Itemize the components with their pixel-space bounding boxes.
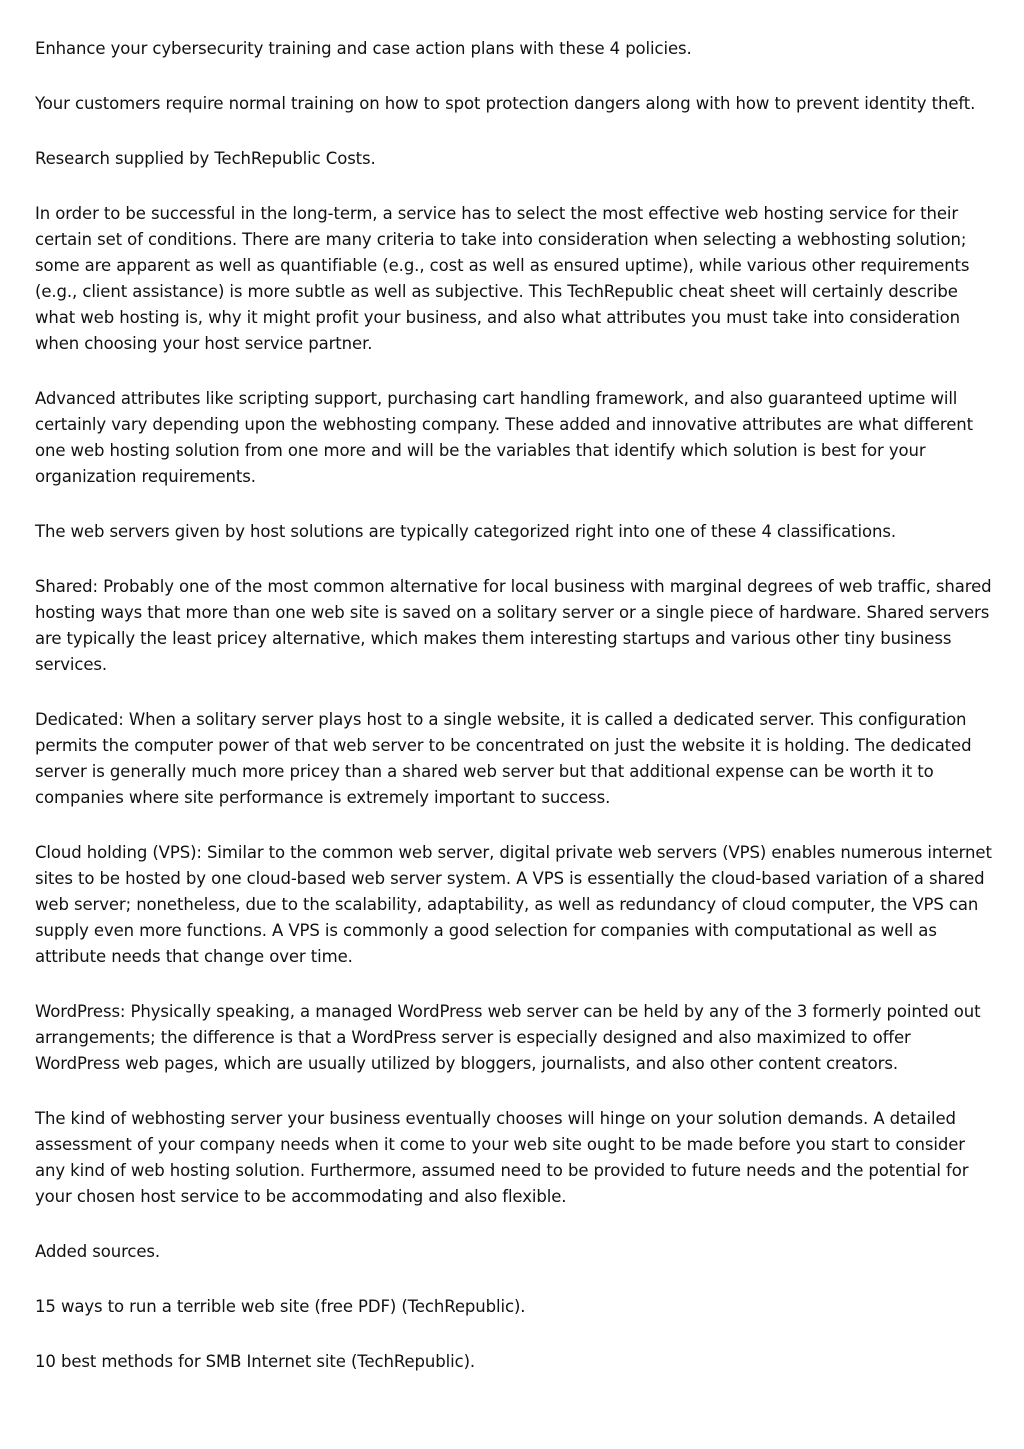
advanced-attributes-paragraph: Advanced attributes like scripting support, purchasing cart handling framework, and also guaranteed uptime will certainly vary depending upon the webhosting company. These added and innovative attributes are what different one web hosting solution from one more and will be the variables that identify which solution is best for your organization requirements.: [35, 389, 973, 486]
hosting-overview-paragraph: In order to be successful in the long-term, a service has to select the most effective web hosting service for their certain set of conditions. There are many criteria to take into consideration when selecting a webhosting solution; some are apparent as well as quantifiable (e.g., cost as well as ensured uptime), while various other requirements (e.g., client assistance) is more subtle as well as subjective. This TechRepublic cheat sheet will certainly describe what web hosting is, why it might profit your business, and also what attributes you must take into consideration when choosing your host service partner.: [35, 204, 970, 353]
training-paragraph: Your customers require normal training on how to spot protection dangers along with how to prevent identity theft.: [35, 94, 976, 113]
source-item: 15 ways to run a terrible web site (free PDF) (TechRepublic).: [35, 1297, 526, 1316]
cloud-hosting-paragraph: Cloud holding (VPS): Similar to the common web server, digital private web servers (VPS) enables numerous internet sites to be hosted by one cloud-based web server system. A VPS is essentially the cloud-based variation of a shared web server; nonetheless, due to the scalability, adaptability, as well as redundancy of cloud computer, the VPS can supply even more functions. A VPS is commonly a good selection for companies with computational as well as attribute needs that change over time.: [35, 843, 992, 966]
research-credit: Research supplied by TechRepublic Costs.: [35, 149, 376, 168]
document-body: [35, 36, 995, 1404]
intro-paragraph: Enhance your cybersecurity training and case action plans with these 4 policies.: [35, 39, 692, 58]
source-item: 10 best methods for SMB Internet site (TechRepublic).: [35, 1352, 476, 1371]
classifications-paragraph: The web servers given by host solutions are typically categorized right into one of these 4 classifications.: [35, 522, 896, 541]
choosing-server-paragraph: The kind of webhosting server your business eventually chooses will hinge on your solution demands. A detailed assessment of your company needs when it come to your web site ought to be made before you start to consider any kind of web hosting solution. Furthermore, assumed need to be provided to future needs and the potential for your chosen host service to be accommodating and also flexible.: [35, 1109, 969, 1206]
dedicated-hosting-paragraph: Dedicated: When a solitary server plays host to a single website, it is called a dedicated server. This configuration permits the computer power of that web server to be concentrated on just the website it is holding. The dedicated server is generally much more pricey than a shared web server but that additional expense can be worth it to companies where site performance is extremely important to success.: [35, 710, 972, 807]
shared-hosting-paragraph: Shared: Probably one of the most common alternative for local business with marginal degrees of web traffic, shared hosting ways that more than one web site is saved on a solitary server or a single piece of hardware. Shared servers are typically the least pricey alternative, which makes them interesting startups and various other tiny business services.: [35, 577, 992, 674]
added-sources-heading: Added sources.: [35, 1242, 161, 1261]
wordpress-hosting-paragraph: WordPress: Physically speaking, a managed WordPress web server can be held by any of the 3 formerly pointed out arrangements; the difference is that a WordPress server is especially designed and also maximized to offer WordPress web pages, which are usually utilized by bloggers, journalists, and also other content creators.: [35, 1002, 981, 1073]
